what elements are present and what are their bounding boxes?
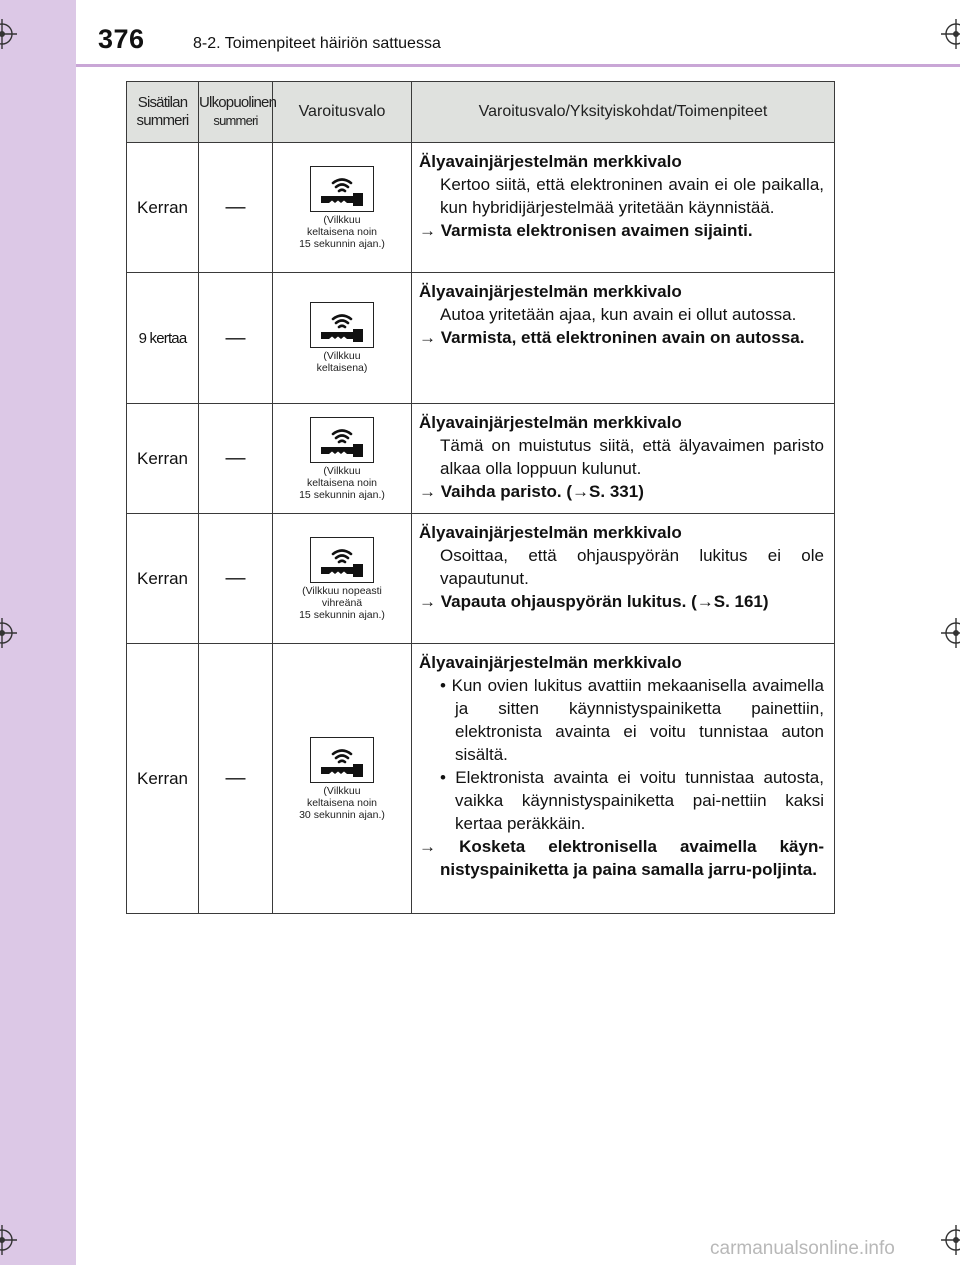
registration-mark-icon [941,19,960,49]
warning-light-cell [273,644,412,914]
detail-action: → Varmista, että elektroninen avain on autossa. [419,328,805,347]
watermark: carmanualsonline.info [710,1238,895,1259]
warning-light-caption-line: 15 sekunnin ajan.) [299,488,385,501]
details-cell [412,404,835,514]
warning-light-caption-line: 15 sekunnin ajan.) [299,608,385,621]
exterior-buzzer-cell: — [199,143,273,273]
smart-key-indicator-icon [310,417,374,463]
interior-buzzer-cell: Kerran [127,514,199,644]
exterior-buzzer-cell: — [199,404,273,514]
table-header-row [127,82,835,143]
warning-light-caption-line: (Vilkkuu nopeasti [302,584,382,597]
warning-light-caption-line: (Vilkkuu [323,213,361,226]
warning-light-caption [275,785,409,821]
smart-key-indicator-icon [310,166,374,212]
details-cell [412,514,835,644]
table-row [127,143,835,273]
detail-action: → Vaihda paristo. (→S. 331) [419,482,644,501]
warning-light-cell [273,143,412,273]
detail-title: Älyavainjärjestelmän merkkivalo [419,413,682,432]
header-exterior-buzzer: Ulkopuolinen summeri [199,82,273,143]
detail-title: Älyavainjärjestelmän merkkivalo [419,653,682,672]
warning-light-caption [275,585,409,621]
page-number: 376 [98,24,145,54]
smart-key-indicator-icon [310,302,374,348]
warning-table [126,81,835,914]
details-cell [412,273,835,404]
section-title: 8-2. Toimenpiteet häiriön sattuessa [193,35,441,52]
warning-light-caption-line: keltaisena noin [306,225,378,238]
detail-bullet: • Elektronista avainta ei voitu tunnistaa autosta, vaikka käynnistyspainiketta pai-nettiin kaksi kertaa peräkkäin. [440,768,824,833]
warning-light-caption-line: keltaisena noin [306,796,378,809]
warning-light-caption-line: keltaisena noin [306,476,378,489]
detail-text: Autoa yritetään ajaa, kun avain ei ollut autossa. [440,305,797,324]
detail-title: Älyavainjärjestelmän merkkivalo [419,282,682,301]
detail-text: Osoittaa, että ohjauspyörän lukitus ei ole vapautunut. [440,546,824,588]
warning-light-caption-line: (Vilkkuu [323,350,361,362]
warning-light-caption-line: 15 sekunnin ajan.) [299,237,385,250]
header-warning-light: Varoitusvalo [273,82,412,143]
warning-light-caption-line: keltaisena) [316,362,368,374]
detail-action: → Kosketa elektronisella avaimella käyn-nistyspainiketta ja paina samalla jarru-poljinta. [419,837,824,879]
smart-key-indicator-icon [310,537,374,583]
table-row [127,404,835,514]
registration-mark-icon [0,618,17,648]
interior-buzzer-cell: Kerran [127,143,199,273]
warning-light-cell [273,404,412,514]
warning-light-caption-line: (Vilkkuu [323,784,361,797]
detail-bullet: • Kun ovien lukitus avattiin mekaanisella avaimella ja sitten käynnistyspainiketta painettiin, elektronista avainta ei voitu tunnistaa auton sisältä. [440,676,824,764]
detail-text: Tämä on muistutus siitä, että älyavaimen paristo alkaa olla loppuun kulunut. [440,436,824,478]
warning-light-caption [275,465,409,501]
details-cell [412,143,835,273]
table-row [127,644,835,914]
table-row [127,273,835,404]
registration-mark-icon [941,1225,960,1255]
header-details: Varoitusvalo/Yksityiskohdat/Toimenpiteet [412,82,835,143]
warning-light-caption-line: (Vilkkuu [323,464,361,477]
detail-text: Kertoo siitä, että elektroninen avain ei ole paikalla, kun hybridijärjestelmää yritetään käynnistää. [440,175,824,217]
registration-mark-icon [941,618,960,648]
warning-light-caption [275,350,409,374]
interior-buzzer-cell: Kerran [127,404,199,514]
registration-mark-icon [0,19,17,49]
exterior-buzzer-cell: — [199,514,273,644]
table-row [127,514,835,644]
detail-action: → Vapauta ohjauspyörän lukitus. (→S. 161) [419,592,769,611]
detail-action: → Varmista elektronisen avaimen sijainti. [419,221,753,240]
header-interior-buzzer: Sisätilan summeri [127,82,199,143]
header-rule [76,64,960,67]
detail-title: Älyavainjärjestelmän merkkivalo [419,152,682,171]
detail-title: Älyavainjärjestelmän merkkivalo [419,523,682,542]
exterior-buzzer-cell: — [199,644,273,914]
warning-light-caption-line: vihreänä [321,596,363,609]
interior-buzzer-cell: Kerran [127,644,199,914]
warning-light-caption-line: 30 sekunnin ajan.) [299,808,385,821]
warning-light-cell [273,514,412,644]
details-cell [412,644,835,914]
warning-light-caption [275,214,409,250]
exterior-buzzer-cell: — [199,273,273,404]
registration-mark-icon [0,1225,17,1255]
warning-light-cell [273,273,412,404]
smart-key-indicator-icon [310,737,374,783]
interior-buzzer-cell: 9 kertaa [127,273,199,404]
